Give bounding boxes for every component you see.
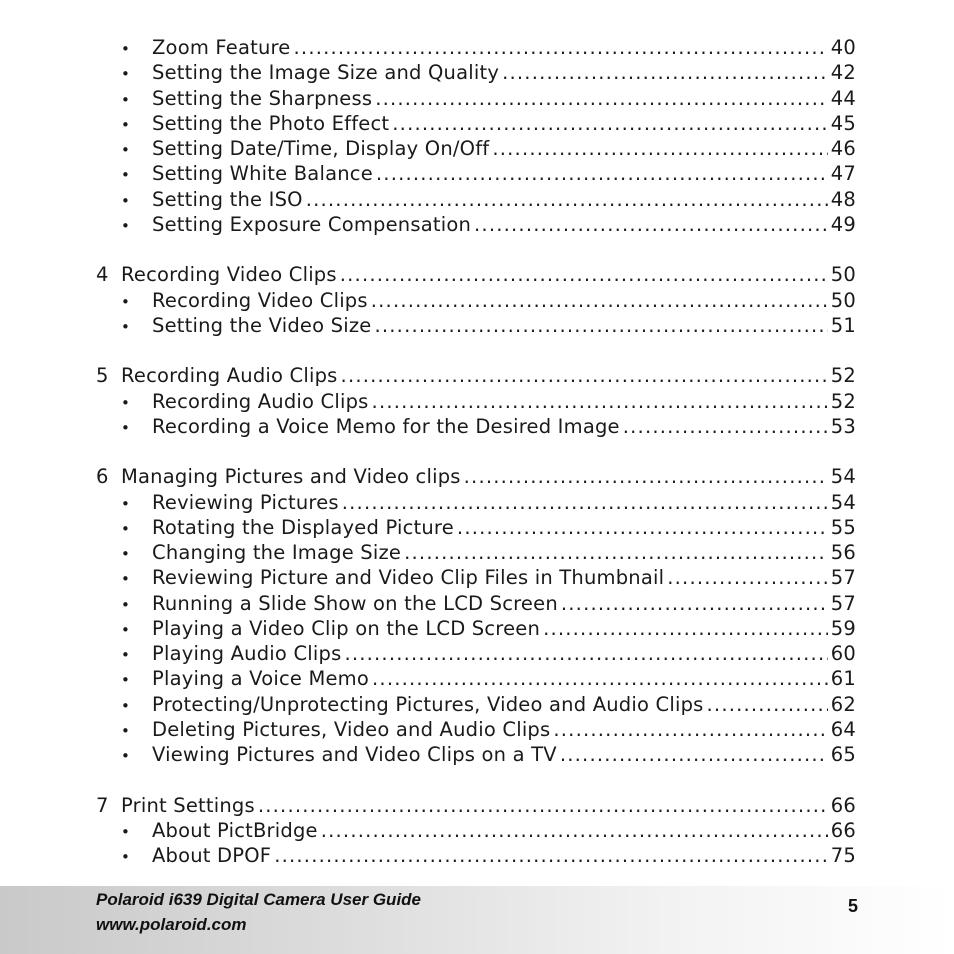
toc-entry[interactable]	[121, 565, 856, 591]
toc-entry[interactable]	[121, 717, 856, 743]
entry-page-number: 60	[830, 642, 856, 665]
entry-page-number: 52	[830, 390, 856, 413]
dot-leader	[392, 111, 828, 137]
entry-page-number: 64	[830, 718, 856, 741]
bullet-icon: •	[121, 520, 131, 538]
dot-leader	[502, 60, 828, 86]
toc-chapter-entry[interactable]	[96, 464, 856, 490]
entry-page-number: 49	[830, 213, 856, 236]
toc-entry[interactable]	[121, 187, 856, 213]
entry-title: Setting White Balance	[152, 162, 373, 185]
entry-page-number: 42	[830, 61, 856, 84]
dot-leader	[306, 187, 828, 213]
dot-leader	[375, 86, 828, 112]
entry-page-number: 48	[830, 188, 856, 211]
dot-leader	[553, 717, 827, 743]
toc-entry[interactable]	[121, 490, 856, 516]
dot-leader	[543, 616, 828, 642]
toc-entry[interactable]	[121, 692, 856, 718]
toc-entry[interactable]	[121, 86, 856, 112]
bullet-icon: •	[121, 394, 131, 412]
entry-title: Playing a Video Clip on the LCD Screen	[152, 617, 541, 640]
entry-page-number: 65	[830, 743, 856, 766]
dot-leader	[623, 414, 828, 440]
chapter-number: 5	[96, 364, 109, 387]
dot-leader	[321, 818, 828, 844]
entry-title: About PictBridge	[152, 819, 318, 842]
toc-chapter-entry[interactable]	[96, 363, 856, 389]
toc-entry[interactable]	[121, 111, 856, 137]
chapter-number: 7	[96, 794, 109, 817]
dot-leader	[274, 843, 828, 869]
toc-entry[interactable]	[121, 843, 856, 869]
dot-leader	[667, 565, 828, 591]
bullet-icon: •	[121, 495, 131, 513]
entry-page-number: 52	[830, 364, 856, 387]
toc-entry[interactable]	[121, 641, 856, 667]
dot-leader	[371, 288, 828, 314]
entry-title: Playing Audio Clips	[152, 642, 342, 665]
entry-title: Setting the ISO	[152, 188, 303, 211]
dot-leader	[474, 212, 828, 238]
entry-page-number: 66	[830, 819, 856, 842]
bullet-icon: •	[121, 747, 131, 765]
entry-title: Setting Date/Time, Display On/Off	[152, 137, 490, 160]
dot-leader	[341, 363, 828, 389]
bullet-icon: •	[121, 646, 131, 664]
entry-title: Recording Video Clips	[121, 263, 337, 286]
bullet-icon: •	[121, 722, 131, 740]
dot-leader	[707, 692, 828, 718]
entry-page-number: 53	[830, 415, 856, 438]
entry-title: Setting the Sharpness	[152, 87, 373, 110]
entry-page-number: 54	[830, 491, 856, 514]
entry-title: Reviewing Pictures	[152, 491, 339, 514]
entry-title: Running a Slide Show on the LCD Screen	[152, 592, 558, 615]
toc-entry[interactable]	[121, 313, 856, 339]
dot-leader	[344, 641, 827, 667]
bullet-icon: •	[121, 166, 131, 184]
entry-page-number: 62	[830, 693, 856, 716]
dot-leader	[340, 262, 828, 288]
entry-page-number: 50	[830, 289, 856, 312]
entry-page-number: 66	[830, 794, 856, 817]
entry-page-number: 57	[830, 592, 856, 615]
entry-title: Viewing Pictures and Video Clips on a TV	[152, 743, 557, 766]
toc-entry[interactable]	[121, 616, 856, 642]
bullet-icon: •	[121, 40, 131, 58]
dot-leader	[258, 793, 828, 819]
entry-page-number: 57	[830, 566, 856, 589]
entry-title: Print Settings	[121, 794, 255, 817]
entry-page-number: 75	[830, 844, 856, 867]
entry-title: Changing the Image Size	[152, 541, 402, 564]
bullet-icon: •	[121, 570, 131, 588]
entry-title: Setting Exposure Compensation	[152, 213, 472, 236]
entry-title: Managing Pictures and Video clips	[121, 465, 461, 488]
page-number: 5	[847, 896, 858, 916]
bullet-icon: •	[121, 671, 131, 689]
bullet-icon: •	[121, 65, 131, 83]
bullet-icon: •	[121, 217, 131, 235]
entry-page-number: 55	[830, 516, 856, 539]
bullet-icon: •	[121, 697, 131, 715]
dot-leader	[457, 515, 828, 541]
entry-title: Recording Audio Clips	[152, 390, 369, 413]
dot-leader	[342, 490, 828, 516]
dot-leader	[561, 591, 828, 617]
dot-leader	[372, 666, 828, 692]
dot-leader	[560, 742, 828, 768]
dot-leader	[372, 389, 828, 415]
bullet-icon: •	[121, 596, 131, 614]
dot-leader	[376, 161, 828, 187]
bullet-icon: •	[121, 91, 131, 109]
entry-page-number: 54	[830, 465, 856, 488]
bullet-icon: •	[121, 621, 131, 639]
toc-entry[interactable]	[121, 515, 856, 541]
entry-title: Reviewing Picture and Video Clip Files in Thumbnail	[152, 566, 665, 589]
toc-entry[interactable]	[121, 389, 856, 415]
bullet-icon: •	[121, 848, 131, 866]
website-url: www.polaroid.com	[96, 915, 247, 934]
dot-leader	[464, 464, 828, 490]
toc-entry[interactable]	[121, 288, 856, 314]
toc-entry[interactable]	[121, 742, 856, 768]
bullet-icon: •	[121, 419, 131, 437]
entry-page-number: 44	[830, 87, 856, 110]
entry-title: Zoom Feature	[152, 36, 291, 59]
bullet-icon: •	[121, 116, 131, 134]
entry-page-number: 51	[830, 314, 856, 337]
toc-entry[interactable]	[121, 540, 856, 566]
entry-page-number: 59	[830, 617, 856, 640]
entry-page-number: 45	[830, 112, 856, 135]
entry-title: Playing a Voice Memo	[152, 667, 370, 690]
dot-leader	[404, 540, 828, 566]
entry-page-number: 61	[830, 667, 856, 690]
chapter-number: 6	[96, 465, 109, 488]
page-footer	[0, 886, 954, 954]
entry-title: Recording Audio Clips	[121, 364, 338, 387]
toc-entry[interactable]	[121, 666, 856, 692]
entry-title: Rotating the Displayed Picture	[152, 516, 454, 539]
bullet-icon: •	[121, 293, 131, 311]
entry-page-number: 40	[830, 36, 856, 59]
entry-page-number: 50	[830, 263, 856, 286]
entry-title: Recording a Voice Memo for the Desired Image	[152, 415, 620, 438]
toc-entry[interactable]	[121, 414, 856, 440]
toc-entry[interactable]	[121, 161, 856, 187]
entry-page-number: 46	[830, 137, 856, 160]
entry-title: Protecting/Unprotecting Pictures, Video and Audio Clips	[152, 693, 704, 716]
dot-leader	[294, 35, 828, 61]
entry-page-number: 56	[830, 541, 856, 564]
bullet-icon: •	[121, 545, 131, 563]
entry-title: Setting the Video Size	[152, 314, 372, 337]
bullet-icon: •	[121, 141, 131, 159]
dot-leader	[374, 313, 827, 339]
bullet-icon: •	[121, 823, 131, 841]
dot-leader	[492, 136, 827, 162]
bullet-icon: •	[121, 318, 131, 336]
entry-title: About DPOF	[152, 844, 272, 867]
toc-chapter-entry[interactable]	[96, 793, 856, 819]
guide-title: Polaroid i639 Digital Camera User Guide	[96, 890, 422, 909]
toc-entry[interactable]	[121, 212, 856, 238]
entry-title: Setting the Photo Effect	[152, 112, 390, 135]
toc-entry[interactable]	[121, 591, 856, 617]
toc-entry[interactable]	[121, 35, 856, 61]
entry-title: Recording Video Clips	[152, 289, 368, 312]
bullet-icon: •	[121, 192, 131, 210]
entry-page-number: 47	[830, 162, 856, 185]
entry-title: Setting the Image Size and Quality	[152, 61, 500, 84]
toc-entry[interactable]	[121, 60, 856, 86]
toc-chapter-entry[interactable]	[96, 262, 856, 288]
toc-entry[interactable]	[121, 818, 856, 844]
chapter-number: 4	[96, 263, 109, 286]
entry-title: Deleting Pictures, Video and Audio Clips	[152, 718, 551, 741]
toc-entry[interactable]	[121, 136, 856, 162]
